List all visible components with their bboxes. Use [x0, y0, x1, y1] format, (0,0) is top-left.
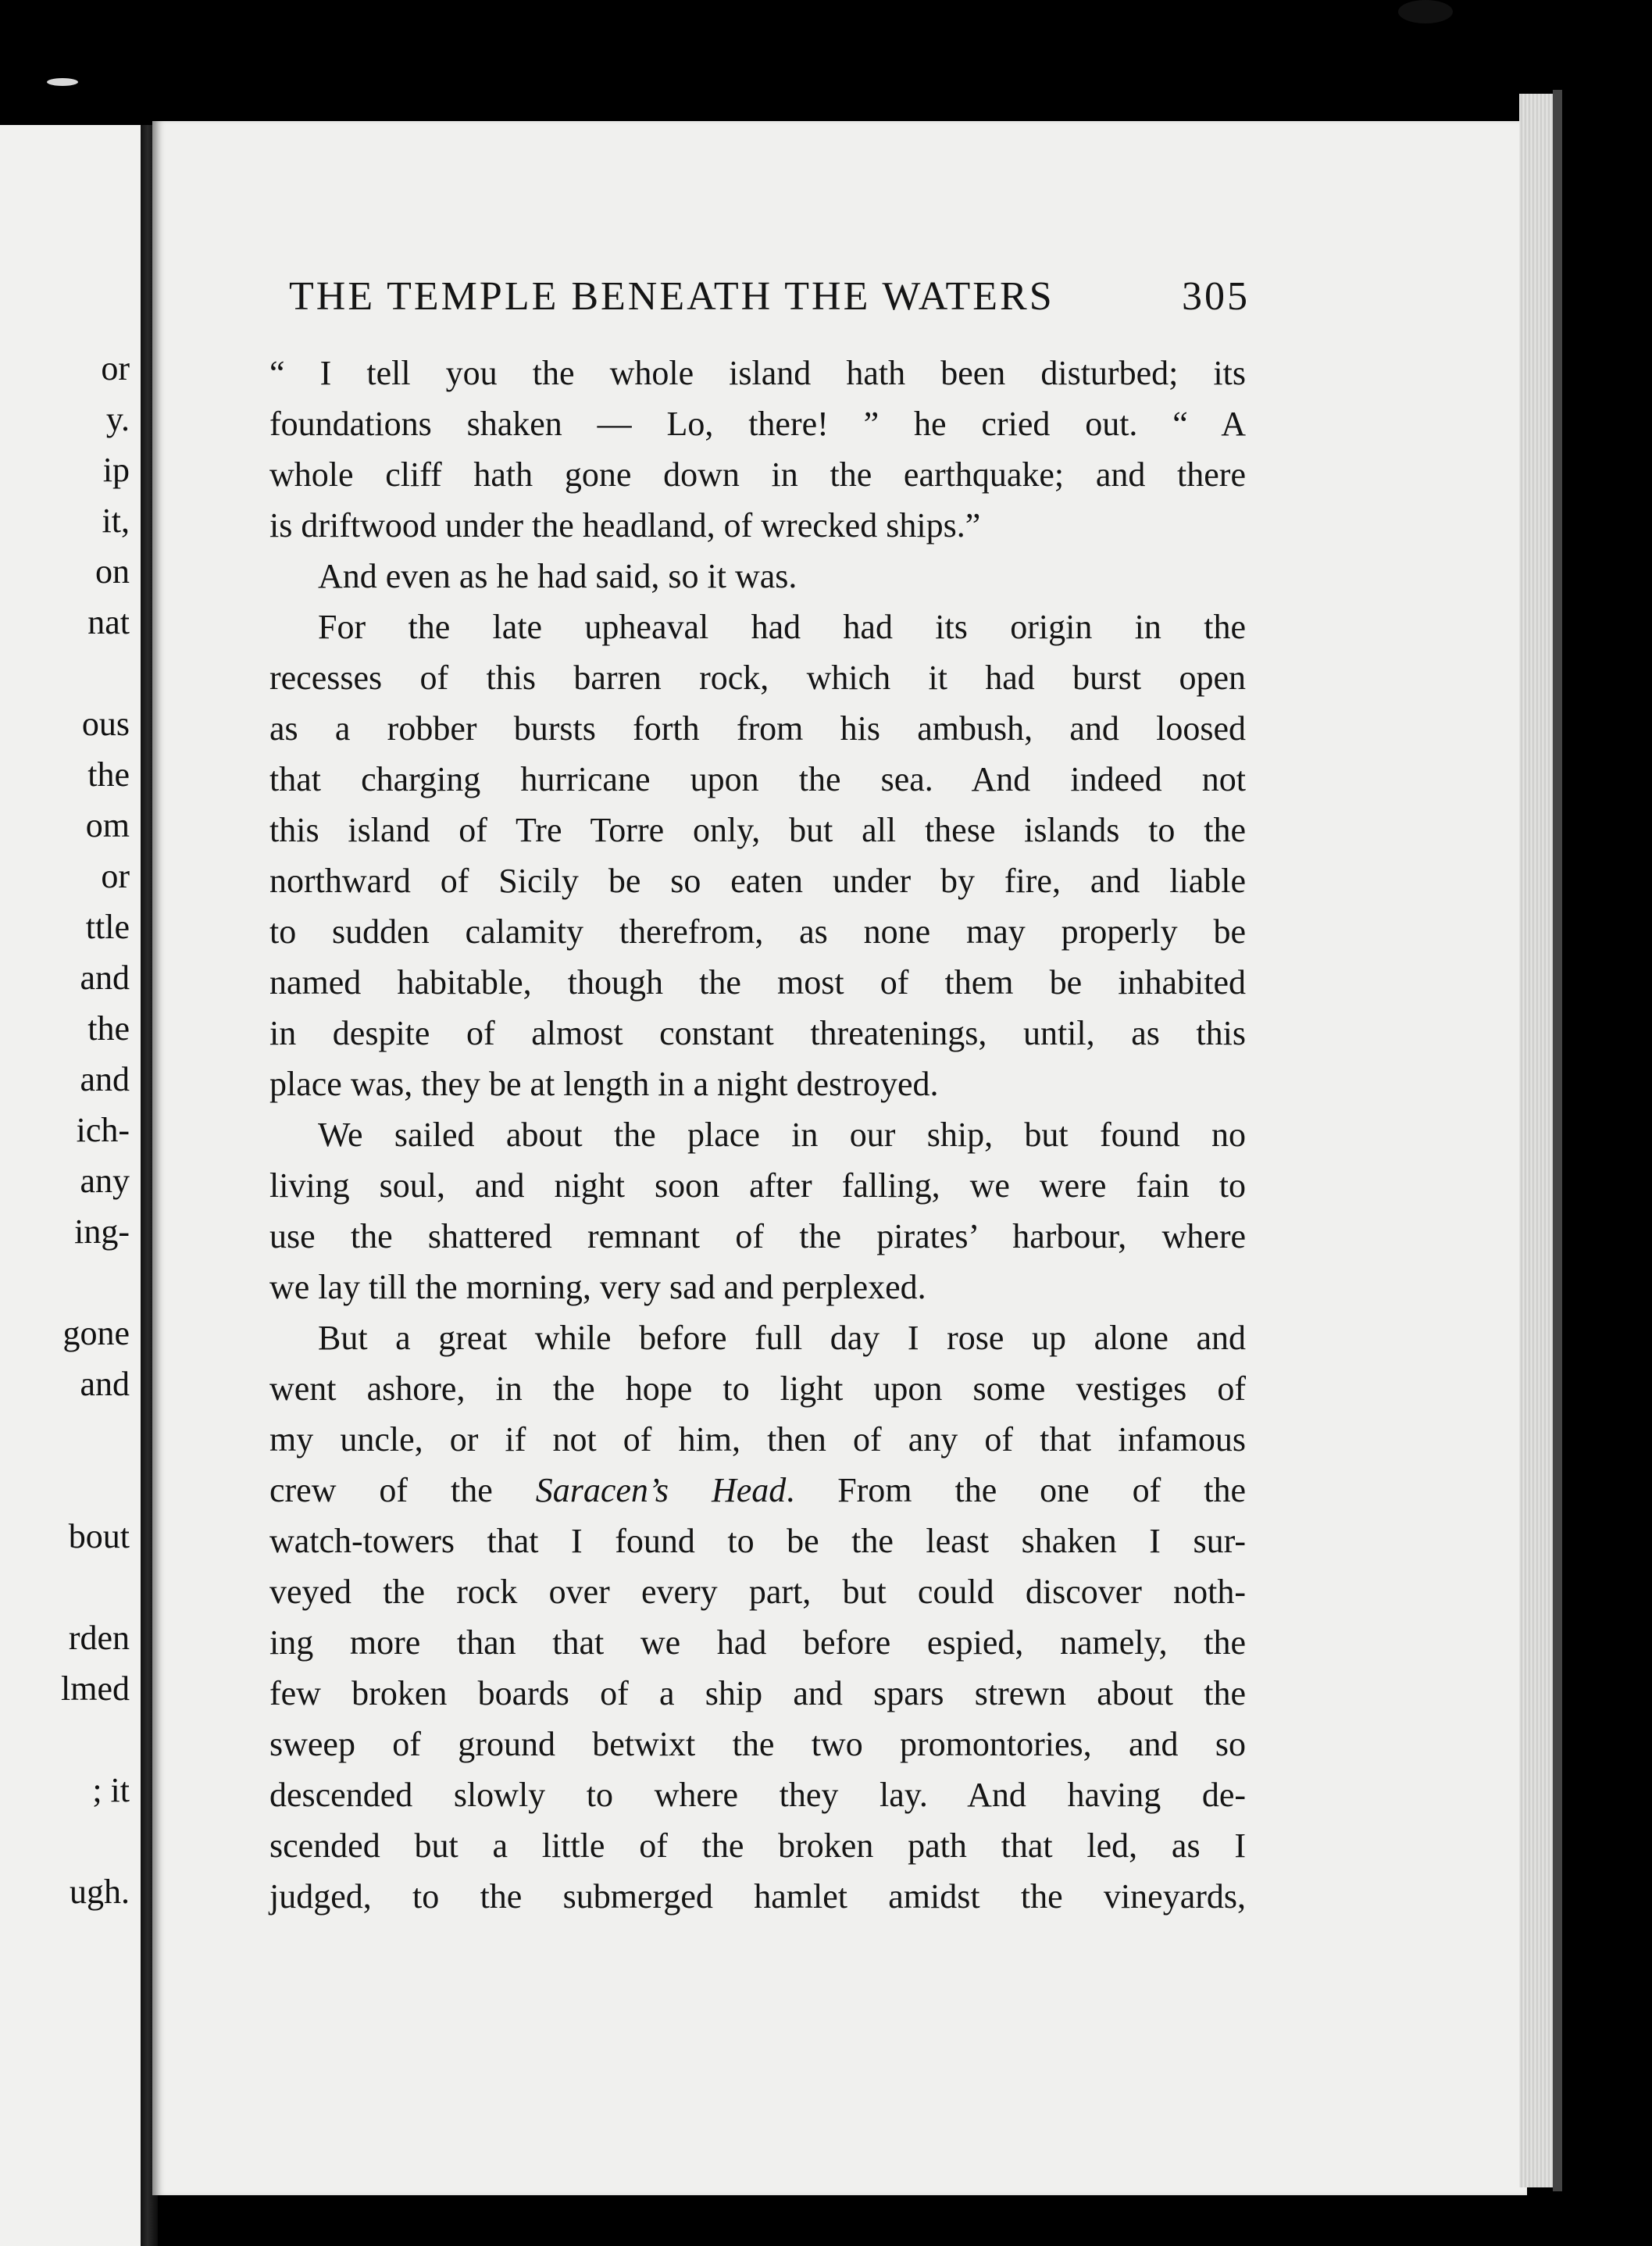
facing-page-fragment: and	[80, 1365, 130, 1403]
facing-page-fragment: the	[87, 1009, 130, 1048]
facing-page-fragment: ich-	[76, 1111, 130, 1149]
text-line: place was, they be at length in a night destroyed.	[269, 1065, 939, 1103]
text-line: as a robber bursts forth from his ambush, and loosed	[269, 709, 1246, 748]
text-line: veyed the rock over every part, but could discover noth-	[269, 1573, 1246, 1611]
facing-page-fragment: ugh.	[70, 1873, 130, 1911]
text-line: went ashore, in the hope to light upon some vestiges of	[269, 1369, 1246, 1408]
text-line: foundations shaken — Lo, there! ” he cried out. “ A	[269, 405, 1246, 443]
facing-page-fragment: and	[80, 1060, 130, 1098]
facing-page-fragment: ing-	[74, 1212, 130, 1251]
text-line: crew of the Saracen’s Head. From the one of the	[269, 1471, 1246, 1509]
text-line: named habitable, though the most of them be inhabited	[269, 963, 1246, 1002]
facing-page-fragment: ; it	[92, 1771, 130, 1809]
text-line: northward of Sicily be so eaten under by fire, and liable	[269, 862, 1246, 900]
facing-page-fragment: and	[80, 959, 130, 997]
film-blemish	[1398, 0, 1453, 23]
page-edges	[1519, 94, 1554, 2187]
text-line: recesses of this barren rock, which it had burst open	[269, 659, 1246, 697]
page-edge-shadow	[1553, 90, 1562, 2191]
text-line: in despite of almost constant threatenings, until, as this	[269, 1014, 1246, 1052]
page-number: 305	[1182, 274, 1250, 319]
text-line: we lay till the morning, very sad and perplexed.	[269, 1268, 926, 1306]
text-line: use the shattered remnant of the pirates’ harbour, where	[269, 1217, 1246, 1255]
facing-page-fragment: on	[95, 552, 130, 591]
facing-page-fragment: y.	[105, 400, 130, 438]
text-line: watch-towers that I found to be the least shaken I sur-	[269, 1522, 1246, 1560]
facing-page-fragment: ip	[102, 451, 130, 489]
text-line: judged, to the submerged hamlet amidst the vineyards,	[269, 1877, 1246, 1916]
text-line: “ I tell you the whole island hath been disturbed; its	[269, 354, 1246, 392]
facing-page-fragment: ous	[81, 705, 130, 743]
text-line: And even as he had said, so it was.	[318, 557, 797, 595]
facing-page-fragment: ttle	[85, 908, 130, 946]
film-blemish	[47, 78, 78, 86]
text-line: But a great while before full day I rose up alone and	[318, 1319, 1246, 1357]
text-line: is driftwood under the headland, of wrecked ships.”	[269, 506, 981, 545]
text-line: We sailed about the place in our ship, but found no	[318, 1116, 1246, 1154]
text-line: For the late upheaval had had its origin in the	[318, 608, 1246, 646]
text-line: my uncle, or if not of him, then of any of that infamous	[269, 1420, 1246, 1459]
facing-page-fragment: bout	[68, 1517, 130, 1555]
text-line: that charging hurricane upon the sea. And indeed not	[269, 760, 1246, 798]
text-line: living soul, and night soon after falling, we were fain to	[269, 1166, 1246, 1205]
facing-page-fragment: nat	[87, 603, 130, 641]
facing-page-fragment: it,	[102, 502, 130, 540]
facing-page-fragment: or	[101, 349, 130, 387]
facing-page-fragment: the	[87, 755, 130, 794]
ship-name: Saracen’s Head	[535, 1471, 787, 1509]
text-line: sweep of ground betwixt the two promontories, and so	[269, 1725, 1246, 1763]
body-text	[269, 348, 1246, 1922]
running-head	[289, 273, 1250, 320]
facing-page-left	[0, 125, 141, 2246]
text-line: scended but a little of the broken path that led, as I	[269, 1826, 1246, 1865]
facing-page-fragment: rden	[68, 1619, 130, 1657]
text-line: to sudden calamity therefrom, as none may properly be	[269, 912, 1246, 951]
text-line: whole cliff hath gone down in the earthquake; and there	[269, 455, 1246, 494]
text-line: descended slowly to where they lay. And having de-	[269, 1776, 1246, 1814]
facing-page-fragment: om	[85, 806, 130, 844]
text-line: ing more than that we had before espied, namely, the	[269, 1623, 1246, 1662]
facing-page-fragment: lmed	[61, 1669, 130, 1708]
facing-page-fragment: gone	[62, 1314, 130, 1352]
text-line: this island of Tre Torre only, but all these islands to the	[269, 811, 1246, 849]
facing-page-fragment: or	[101, 857, 130, 895]
facing-page-fragment: any	[80, 1162, 130, 1200]
running-head-title: THE TEMPLE BENEATH THE WATERS	[289, 274, 1054, 319]
text-line: few broken boards of a ship and spars strewn about the	[269, 1674, 1246, 1712]
